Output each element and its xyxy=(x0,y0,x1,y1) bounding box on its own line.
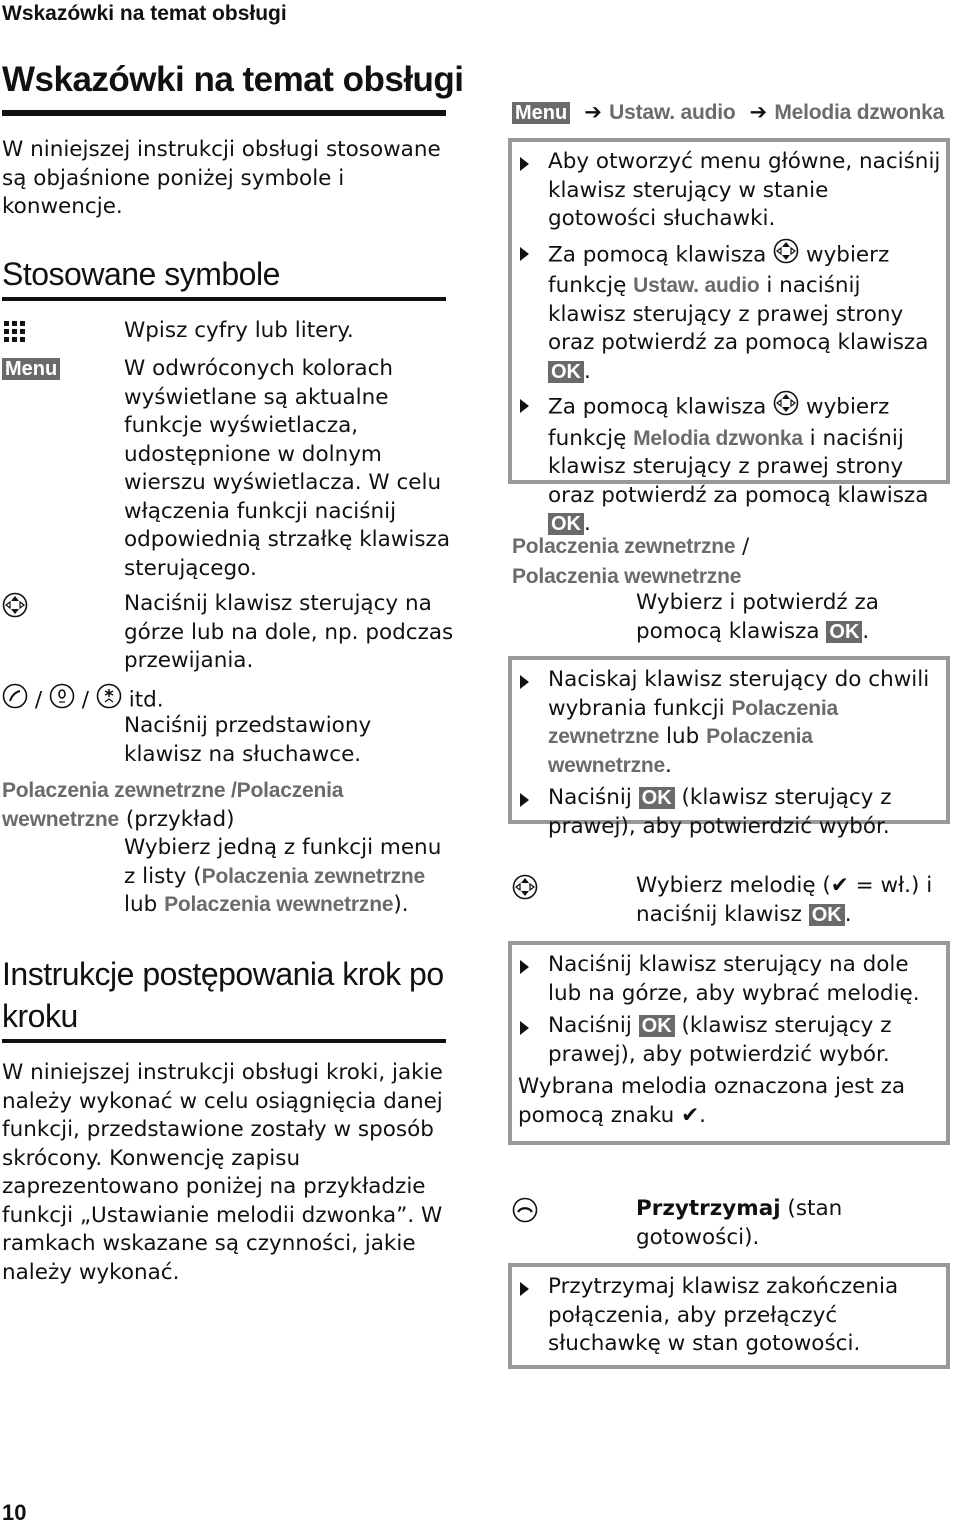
step-arrow-icon xyxy=(520,675,529,689)
hold-bold-text: Przytrzymaj xyxy=(636,1196,781,1221)
fn-internal-calls: Polaczenia wewnetrzne xyxy=(548,725,813,777)
symbols-heading: Stosowane symbole xyxy=(2,256,280,292)
melody-desc-text: Wybierz melodię ( xyxy=(636,873,831,898)
ok-softkey-label: OK xyxy=(639,787,675,809)
control-key-icon xyxy=(773,390,799,425)
path-arrow-icon: ➔ xyxy=(576,100,610,124)
step-text: wybierz funkcję xyxy=(548,241,890,298)
example-desc xyxy=(124,834,454,920)
step-text: Za pomocą klawisza xyxy=(548,241,767,267)
step-text: (klawisz sterujący z prawej), aby potwierdzić wybór. xyxy=(548,1013,892,1067)
step-text: i naciśnij klawisz sterujący z prawej strony oraz potwierdź za pomocą klawisza xyxy=(548,425,929,508)
step-text: lub xyxy=(666,724,700,749)
menu-desc: W odwróconych kolorach wyświetlane są aktualne funkcje wyświetlacza, udostępnione w dolnym wierszu wyświetlacza. W celu włączenia funkcji naciśnij odpowiednią strzałkę klawisza sterującego. xyxy=(124,356,451,581)
box-note: Wybrana melodia oznaczona jest za pomocą znaku ✔. xyxy=(518,1074,906,1128)
zero-key-icon xyxy=(49,683,75,718)
note-text: Wybrana melodia oznaczona jest za pomocą znaku xyxy=(518,1074,906,1128)
fn-ringtone: Melodia dzwonka xyxy=(633,426,803,450)
conn-desc: Wybierz i potwierdź za pomocą klawisza OK . xyxy=(636,590,879,644)
steps-paragraph: W niniejszej instrukcji obsługi kroki, jakie należy wykonać w celu osiągnięcia danej funkcji, przedstawione zostały w sposób skrócony. Konwencję zapisu zaprezentowano poniżej na przykładzie funkcji „Ustawianie melodii dzwonka”. W ramkach wskazane są czynności, jakie należy wykonać. xyxy=(2,1060,443,1285)
keys-desc: Naciśnij przedstawiony klawisz na słuchawce. xyxy=(124,713,372,767)
key-separator: / xyxy=(34,687,43,713)
page-title: Wskazówki na temat obsługi xyxy=(2,60,464,99)
fn-external-calls: Polaczenia zewnetrzne xyxy=(201,864,426,888)
ok-softkey-label: OK xyxy=(809,904,845,926)
control-key-desc: Naciśnij klawisz sterujący na górze lub na dole, np. podczas przewijania. xyxy=(124,591,454,673)
intro-paragraph: W niniejszej instrukcji obsługi stosowane są objaśnione poniżej symbole i konwencje. xyxy=(2,137,441,219)
title-rule xyxy=(2,110,446,116)
example-desc-or: lub xyxy=(124,892,165,917)
step-arrow-icon xyxy=(520,247,529,261)
step-text: Naciśnij klawisz sterujący na dole lub na górze, aby wybrać melodię. xyxy=(548,952,920,1006)
step xyxy=(518,1273,942,1359)
step: Za pomocą klawisza wybierz funkcję Ustaw. audio i naciśnij klawisz sterujący z prawej strony oraz potwierdź za pomocą klawisza OK . xyxy=(518,238,942,387)
ok-softkey-label: OK xyxy=(548,513,584,535)
fn-internal-calls: Polaczenia wewnetrzne xyxy=(512,564,742,588)
step-text: i naciśnij klawisz sterujący z prawej strony oraz potwierdź za pomocą klawisza xyxy=(548,273,929,355)
conn-desc-text: Wybierz i potwierdź za pomocą klawisza xyxy=(636,590,879,644)
step-text: Przytrzymaj klawisz zakończenia połączenia, aby przełączyć słuchawkę w stan gotowości. xyxy=(548,1274,899,1356)
step: Naciskaj klawisz sterujący do chwili wybrania funkcji Polaczenia zewnetrzne lub Polaczenia wewnetrzne. xyxy=(518,666,942,780)
fn-external-calls: Polaczenia zewnetrzne xyxy=(512,535,736,558)
step xyxy=(518,1012,942,1069)
step-text: wybierz funkcję xyxy=(548,394,890,451)
step: Za pomocą klawisza wybierz funkcję Melodia dzwonka i naciśnij klawisz sterujący z prawej strony oraz potwierdź za pomocą klawisza OK . xyxy=(518,390,942,539)
conn-functions xyxy=(512,532,952,592)
hold-desc xyxy=(636,1195,936,1252)
star-key-icon xyxy=(96,683,122,718)
end-call-key-icon xyxy=(512,1197,538,1227)
step-text: Aby otworzyć menu główne, naciśnij klawisz sterujący w stanie gotowości słuchawki. xyxy=(548,149,941,231)
fn-audio-settings: Ustaw. audio xyxy=(633,274,760,297)
steps-box-2 xyxy=(508,656,950,839)
hold-text: (stan gotowości). xyxy=(636,1196,843,1250)
step-text: Naciskaj klawisz sterujący do chwili wybrania funkcji xyxy=(548,667,930,721)
keypad-icon xyxy=(2,319,28,349)
steps-heading: Instrukcje postępowania krok po kroku xyxy=(2,956,444,1034)
fn-separator: / xyxy=(225,779,237,802)
step-arrow-icon xyxy=(520,399,529,413)
menu-softkey-label: Menu xyxy=(512,102,570,124)
steps-box-1 xyxy=(508,138,950,536)
fn-internal-calls: Polaczenia wewnetrzne xyxy=(164,893,394,916)
steps-box-4 xyxy=(508,1263,950,1369)
step xyxy=(518,148,942,234)
step xyxy=(518,784,942,841)
step-arrow-icon xyxy=(520,960,529,974)
fn-ringtone: Melodia dzwonka xyxy=(774,101,945,124)
step-text: Naciśnij xyxy=(548,785,632,810)
steps-rule xyxy=(2,1039,446,1043)
step xyxy=(518,951,942,1008)
step-arrow-icon xyxy=(520,157,529,171)
ok-softkey-label: OK xyxy=(548,361,584,383)
symbols-rule xyxy=(2,297,446,301)
example-functions xyxy=(2,777,452,834)
keys-suffix: itd. xyxy=(128,687,164,713)
step-arrow-icon xyxy=(520,1282,529,1296)
example-desc-text: Wybierz jedną z funkcji menu z listy ( xyxy=(124,835,442,889)
fn-separator: / xyxy=(735,534,750,558)
ok-softkey-label: OK xyxy=(826,621,862,643)
melody-desc: Wybierz melodię (✔ = wł.) i naciśnij klawisz OK . xyxy=(636,873,933,927)
checkmark-icon: ✔ xyxy=(830,873,849,898)
fn-external-calls: Polaczenia zewnetrzne xyxy=(2,779,226,802)
control-key-icon xyxy=(773,238,799,273)
ok-softkey-label: OK xyxy=(639,1015,675,1037)
path-arrow-icon: ➔ xyxy=(742,100,775,124)
step-text: (klawisz sterujący z prawej), aby potwierdzić wybór. xyxy=(548,785,892,839)
fn-internal-calls: Polaczenia wewnetrzne xyxy=(2,779,344,831)
page-number: 10 xyxy=(2,1500,27,1525)
step-arrow-icon xyxy=(520,793,529,807)
step-arrow-icon xyxy=(520,1021,529,1035)
step-text: Naciśnij xyxy=(548,1013,632,1038)
talk-key-icon xyxy=(2,683,28,718)
running-head: Wskazówki na temat obsługi xyxy=(2,2,287,25)
steps-box-3 xyxy=(508,941,950,1145)
fn-audio-settings: Ustaw. audio xyxy=(609,101,736,124)
melody-desc-text: = wł.) i naciśnij klawisz xyxy=(636,873,933,927)
control-key-icon xyxy=(2,592,28,622)
example-suffix: (przykład) xyxy=(119,806,235,832)
menu-path xyxy=(512,100,944,125)
menu-softkey-label: Menu xyxy=(2,358,60,380)
fn-external-calls: Polaczenia zewnetrzne xyxy=(548,696,839,748)
checkmark-icon: ✔ xyxy=(681,1102,700,1128)
control-key-icon xyxy=(512,874,538,904)
step-text: Za pomocą klawisza xyxy=(548,394,767,420)
key-separator: / xyxy=(81,687,90,713)
example-desc-end: ). xyxy=(393,892,409,917)
keypad-desc: Wpisz cyfry lub litery. xyxy=(124,318,354,343)
